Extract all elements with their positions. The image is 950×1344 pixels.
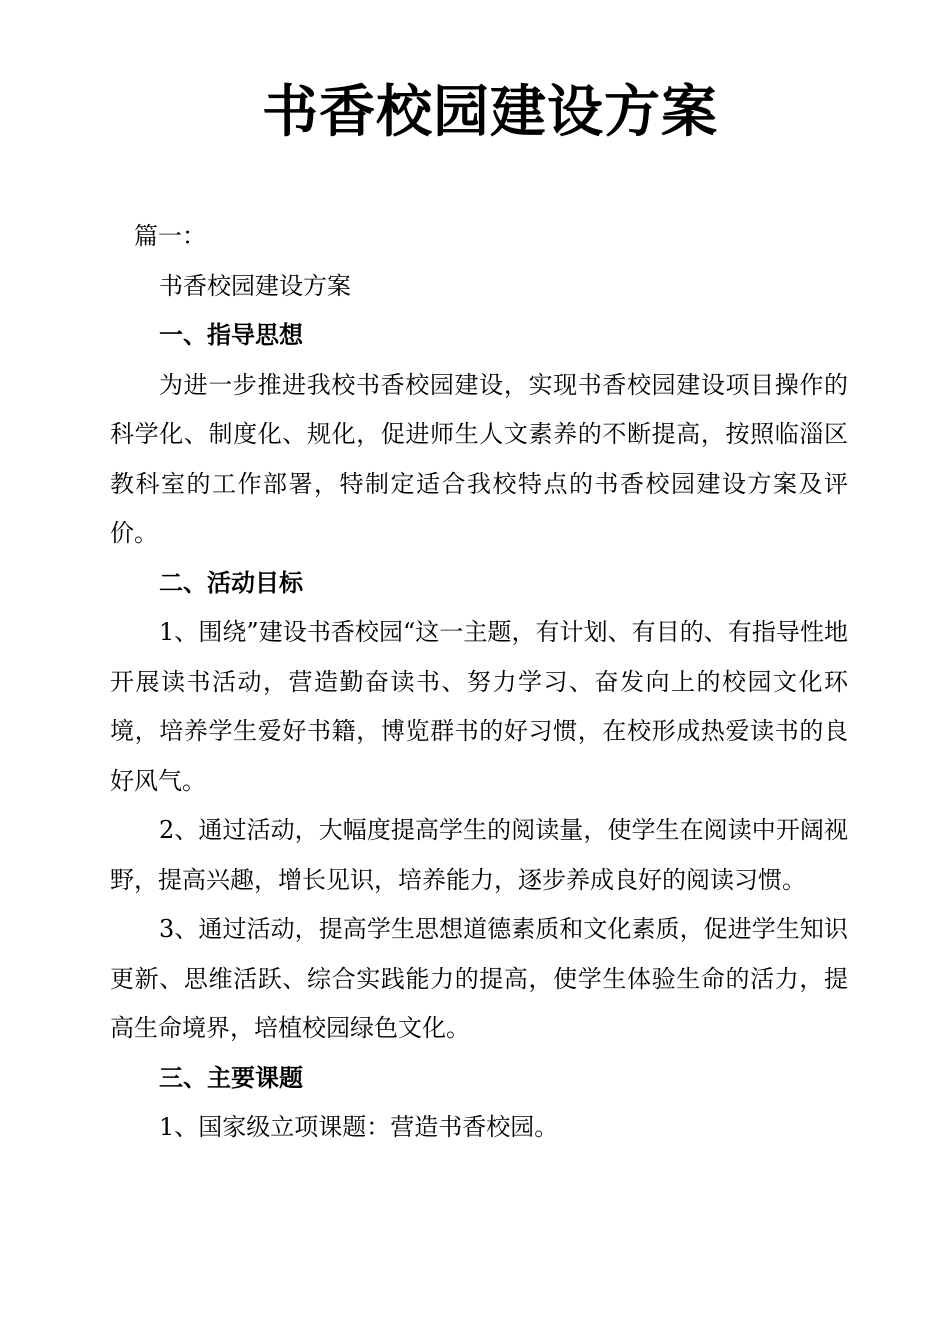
paragraph-goal-1: 1、围绕”建设书香校园“这一主题，有计划、有目的、有指导性地开展读书活动，营造勤奋读书、努力学习、奋发向上的校园文化环境，培养学生爱好书籍，博览群书的好习惯，在校形成热爱读书的良好风气。 [110,618,848,795]
paragraph-guiding-ideology: 为进一步推进我校书香校园建设，实现书香校园建设项目操作的科学化、制度化、规化，促进师生人文素养的不断提高，按照临淄区教科室的工作部署，特制定适合我校特点的书香校园建设方案及评价。 [110,370,848,547]
section-heading-activity-goals: 二、活动目标 [159,568,303,597]
paragraph-goal-3: 3、通过活动，提高学生思想道德素质和文化素质，促进学生知识更新、思维活跃、综合实践能力的提高，使学生体验生命的活力，提高生命境界，培植校园绿色文化。 [110,915,848,1042]
paragraph-topic-1: 1、国家级立项课题：营造书香校园。 [159,1113,559,1141]
document-subtitle: 书香校园建设方案 [159,271,351,300]
part-label: 篇一： [134,222,206,250]
section-heading-guiding-ideology: 一、指导思想 [159,321,303,349]
paragraph-goal-2: 2、通过活动，大幅度提高学生的阅读量，使学生在阅读中开阔视野，提高兴趣，增长见识，培养能力，逐步养成良好的阅读习惯。 [110,816,848,894]
document-body [110,212,848,1153]
document-title: 书香校园建设方案 [262,80,718,145]
section-heading-main-topics: 三、主要课题 [159,1063,303,1092]
